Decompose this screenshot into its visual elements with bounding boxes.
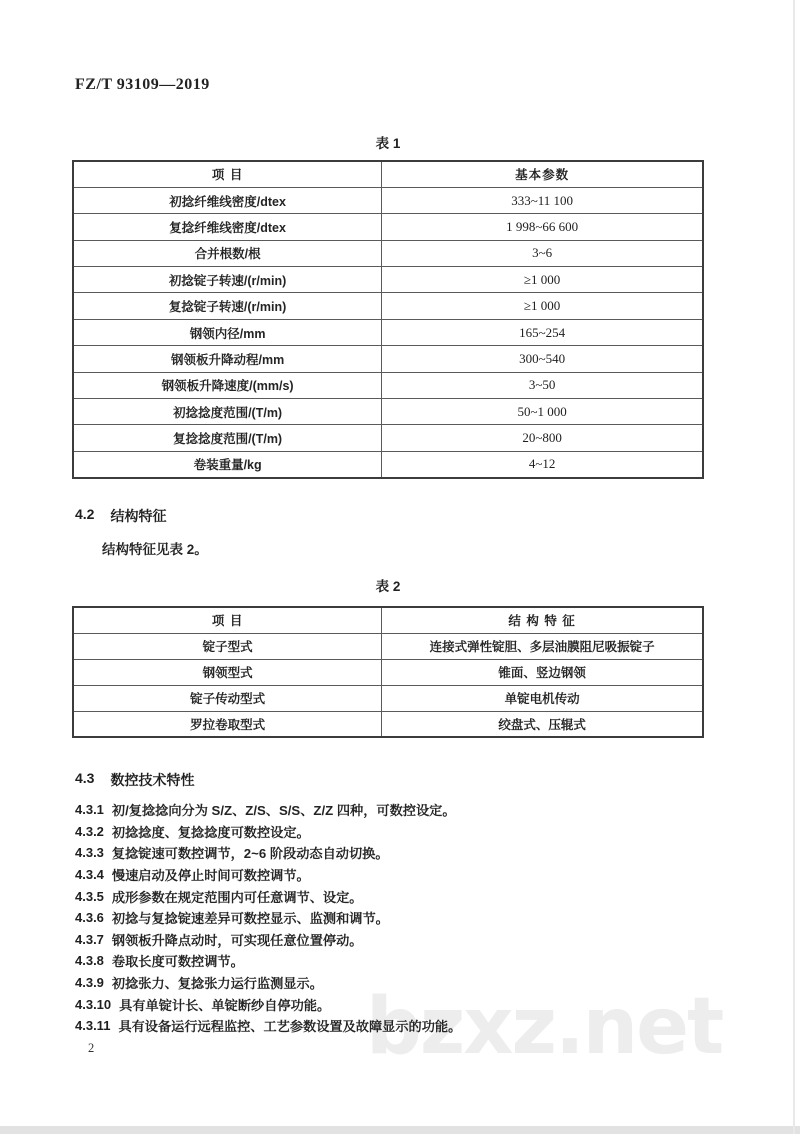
table1-caption: 表 1 xyxy=(375,136,401,151)
table-row xyxy=(73,214,703,240)
table-row xyxy=(73,685,703,711)
table-row xyxy=(73,425,703,451)
table-row xyxy=(73,319,703,345)
table-cell: 300~540 xyxy=(382,346,703,372)
watermark-text: bzxz.net xyxy=(366,982,723,1072)
table-header-cell-structure: 结 构 特 征 xyxy=(382,607,703,633)
clause-text: 初/复捻捻向分为 S/Z、Z/S、S/S、Z/Z 四种，可数控设定。 xyxy=(111,803,456,819)
clause-number: 4.3.11 xyxy=(75,1018,111,1034)
clause-number: 4.3.6 xyxy=(75,910,104,926)
table-cell: 锭子传动型式 xyxy=(73,685,382,711)
clause-text: 具有设备运行远程监控、工艺参数设置及故障显示的功能。 xyxy=(118,1019,462,1035)
clause-number: 4.3.9 xyxy=(75,975,104,991)
table-cell: 3~50 xyxy=(382,372,703,398)
table-cell: 绞盘式、压辊式 xyxy=(382,711,703,737)
table-row xyxy=(73,240,703,266)
clause-item xyxy=(75,950,735,972)
standard-number-header: FZ/T 93109—2019 xyxy=(75,76,210,93)
table-cell: 165~254 xyxy=(382,319,703,345)
section-number: 4.2 xyxy=(75,506,95,522)
section-4-3-heading xyxy=(75,770,194,790)
table-cell: 20~800 xyxy=(382,425,703,451)
clause-item xyxy=(75,864,735,886)
table-cell: 3~6 xyxy=(382,240,703,266)
clause-item xyxy=(75,821,735,843)
table1-body xyxy=(73,187,703,477)
table-cell: ≥1 000 xyxy=(382,267,703,293)
table-cell: 锭子型式 xyxy=(73,633,382,659)
clause-text: 初捻与复捻锭速差异可数控显示、监测和调节。 xyxy=(111,911,389,927)
clause-number: 4.3.4 xyxy=(75,867,104,883)
table-cell: 钢领内径/mm xyxy=(73,319,382,345)
clause-text: 慢速启动及停止时间可数控调节。 xyxy=(111,868,310,884)
table-cell: 复捻纤维线密度/dtex xyxy=(73,214,382,240)
clause-item xyxy=(75,972,735,994)
table-row xyxy=(73,659,703,685)
clause-number: 4.3.10 xyxy=(75,996,112,1012)
clause-item xyxy=(75,799,735,821)
basic-parameters-table xyxy=(72,160,704,479)
table-row xyxy=(73,346,703,372)
table-cell: 钢领型式 xyxy=(73,659,382,685)
clause-text: 具有单锭计长、单锭断纱自停功能。 xyxy=(119,997,331,1013)
table-row xyxy=(73,267,703,293)
table-cell: 锥面、竖边钢领 xyxy=(382,659,703,685)
clause-item xyxy=(75,907,735,929)
clause-number: 4.3.2 xyxy=(75,823,104,839)
section-4-2-body: 结构特征见表 2。 xyxy=(102,542,208,557)
table-header-row xyxy=(73,607,703,633)
table-cell: 初捻锭子转速/(r/min) xyxy=(73,267,382,293)
table2-body xyxy=(73,633,703,737)
table-cell: 4~12 xyxy=(382,451,703,477)
clause-text: 初捻张力、复捻张力运行监测显示。 xyxy=(111,976,323,992)
clause-text: 复捻锭速可数控调节，2~6 阶段动态自动切换。 xyxy=(111,846,389,862)
table-header-cell-item: 项 目 xyxy=(73,161,382,187)
clause-text: 钢领板升降点动时，可实现任意位置停动。 xyxy=(111,932,363,948)
table2-caption: 表 2 xyxy=(375,579,401,594)
clause-number: 4.3.1 xyxy=(75,802,104,818)
clause-text: 成形参数在规定范围内可任意调节、设定。 xyxy=(111,889,363,905)
clause-item xyxy=(75,842,735,864)
table-row xyxy=(73,293,703,319)
clause-list xyxy=(75,799,735,1037)
page-number: 2 xyxy=(88,1041,95,1055)
table-row xyxy=(73,633,703,659)
clause-number: 4.3.8 xyxy=(75,953,104,969)
table-cell: 1 998~66 600 xyxy=(382,214,703,240)
clause-text: 卷取长度可数控调节。 xyxy=(111,954,244,970)
table-cell: 卷装重量/kg xyxy=(73,451,382,477)
table-header-row xyxy=(73,161,703,187)
section-title: 数控技术特性 xyxy=(110,772,195,788)
table-cell: 初捻纤维线密度/dtex xyxy=(73,187,382,213)
table-cell: 复捻锭子转速/(r/min) xyxy=(73,293,382,319)
table-row xyxy=(73,399,703,425)
clause-number: 4.3.5 xyxy=(75,888,104,904)
table-cell: ≥1 000 xyxy=(382,293,703,319)
section-title: 结构特征 xyxy=(110,508,167,524)
table-cell: 单锭电机传动 xyxy=(382,685,703,711)
clause-item xyxy=(75,993,735,1015)
structure-features-table xyxy=(72,606,704,738)
table-cell: 复捻捻度范围/(T/m) xyxy=(73,425,382,451)
scan-artifact-right-edge xyxy=(793,0,795,1134)
table-header-cell-item: 项 目 xyxy=(73,607,382,633)
table-cell: 连接式弹性锭胆、多层油膜阻尼吸振锭子 xyxy=(382,633,703,659)
table-cell: 合并根数/根 xyxy=(73,240,382,266)
table-cell: 钢领板升降速度/(mm/s) xyxy=(73,372,382,398)
scan-artifact-bottom-strip xyxy=(0,1126,800,1134)
table-cell: 初捻捻度范围/(T/m) xyxy=(73,399,382,425)
clause-item xyxy=(75,929,735,951)
table-row xyxy=(73,711,703,737)
table-row xyxy=(73,372,703,398)
clause-item xyxy=(75,1015,735,1037)
clause-item xyxy=(75,885,735,907)
table-row xyxy=(73,187,703,213)
clause-number: 4.3.3 xyxy=(75,845,104,861)
section-number: 4.3 xyxy=(75,770,95,786)
table-cell: 罗拉卷取型式 xyxy=(73,711,382,737)
clause-number: 4.3.7 xyxy=(75,931,104,947)
table-cell: 333~11 100 xyxy=(382,187,703,213)
clause-text: 初捻捻度、复捻捻度可数控设定。 xyxy=(111,824,310,840)
table-cell: 50~1 000 xyxy=(382,399,703,425)
table-row xyxy=(73,451,703,477)
table-cell: 钢领板升降动程/mm xyxy=(73,346,382,372)
section-4-2-heading xyxy=(75,506,166,526)
table-header-cell-basic-params: 基本参数 xyxy=(382,161,703,187)
